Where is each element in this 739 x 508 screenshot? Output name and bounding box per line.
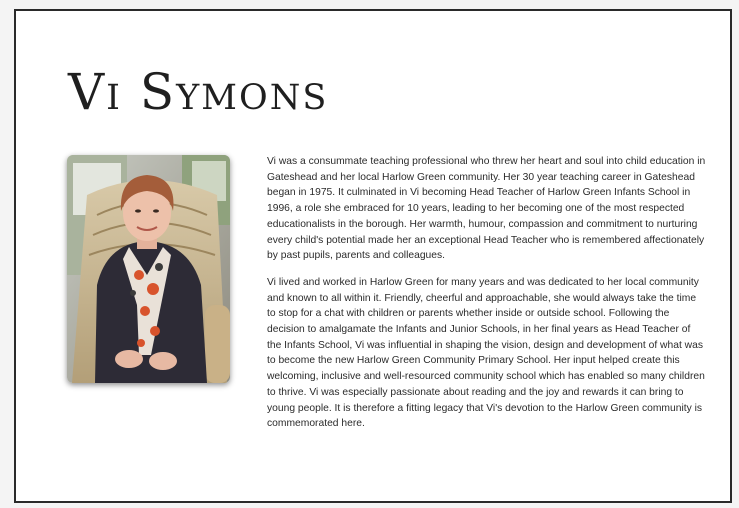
biography-paragraph: Vi was a consummate teaching professional who threw her heart and soul into child education in Gateshead and her local Harlow Green community. Her 30 year teaching career in Gateshead began in 1975. It culminated in Vi becoming Head Teacher of Harlow Green Infants School in 1996, a role she embraced for 10 years, leading to her becoming one of the most respected educationalists in the borough. Her warmth, humour, compassion and commitment to nurturing every child's potential made her an exceptional Head Teacher who is remembered affectionately by past pupils, parents and colleagues. bbox=[267, 156, 706, 262]
biography-paragraph: Vi lived and worked in Harlow Green for many years and was dedicated to her local community and known to all within it. Friendly, cheerful and approachable, she would always take the time to stop for a chat with children or parents whether inside or outside school. Following the decision to amalgamate the Infants and Junior Schools, in her final years as Head Teacher of the Infants School, Vi was influential in shaping the vision, design and development of what was to become the new Harlow Green Community Primary School. Her input helped create this welcoming, inclusive and well-resourced community school which has enabled so many children to thrive. Vi was especially passionate about reading and the joy and rewards it can bring to young people. It is therefore a fitting legacy that Vi's devotion to the Harlow Green community is commemorated here. bbox=[267, 276, 705, 430]
page-title: Vi Symons bbox=[68, 63, 329, 121]
biography-text bbox=[267, 154, 707, 443]
memorial-plaque bbox=[14, 9, 732, 503]
portrait-photo bbox=[67, 155, 230, 383]
